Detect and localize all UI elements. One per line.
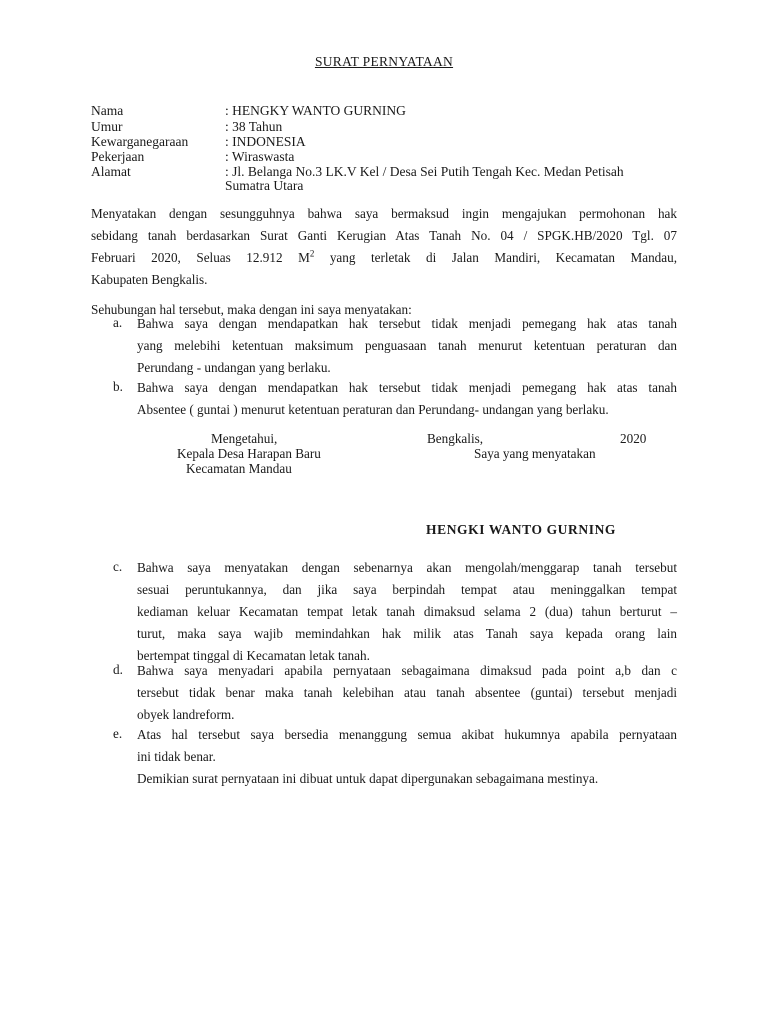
item-line: sesuai peruntukannya, dan jika saya berpindah tempat atau meninggalkan tempat [137, 582, 677, 597]
superscript: 2 [309, 248, 315, 259]
item-line: Perundang - undangan yang berlaku. [137, 360, 331, 375]
signature-year: 2020 [620, 431, 647, 446]
item-letter: a. [113, 315, 123, 330]
item-letter: c. [113, 559, 123, 574]
item-line: tersebut tidak benar maka tanah kelebihan atau tanah absentee (guntai) tersebut menjadi [137, 685, 677, 700]
kepala-desa-label: Kepala Desa Harapan Baru [177, 446, 321, 461]
pekerjaan-value: : Wiraswasta [225, 149, 295, 164]
umur-label: Umur [91, 119, 123, 134]
item-line: kediaman keluar Kecamatan tempat letak tanah dimaksud selama 2 (dua) tahun berturut – [137, 604, 677, 619]
kecamatan-label: Kecamatan Mandau [186, 461, 292, 476]
intro-line: Menyatakan dengan sesungguhnya bahwa saya bermaksud ingin mengajukan permohonan hak [91, 206, 677, 221]
saya-label: Saya yang menyatakan [474, 446, 596, 461]
sehubungan-text: Sehubungan hal tersebut, maka dengan ini saya menyatakan: [91, 302, 412, 317]
item-letter: b. [113, 379, 123, 394]
place-label: Bengkalis, [427, 431, 484, 446]
item-line: Bahwa saya dengan mendapatkan hak tersebut tidak menjadi pemegang hak atas tanah [137, 380, 677, 395]
intro-line: sebidang tanah berdasarkan Surat Ganti Kerugian Atas Tanah No. 04 / SPGK.HB/2020 Tgl. 07 [91, 228, 677, 243]
item-line: Bahwa saya menyatakan dengan sebenarnya akan mengolah/menggarap tanah tersebut [137, 560, 677, 575]
umur-value: : 38 Tahun [225, 119, 283, 134]
intro-line [91, 247, 677, 269]
intro-paragraph [91, 203, 677, 291]
kewarganegaraan-value: : INDONESIA [225, 134, 306, 149]
item-letter: d. [113, 662, 123, 677]
intro-line: Kabupaten Bengkalis. [91, 272, 208, 287]
item-line: Bahwa saya dengan mendapatkan hak tersebut tidak menjadi pemegang hak atas tanah [137, 316, 677, 331]
pekerjaan-label: Pekerjaan [91, 149, 145, 164]
item-line: obyek landreform. [137, 707, 235, 722]
item-line: Atas hal tersebut saya bersedia menanggung semua akibat hukumnya apabila pernyataan [137, 727, 677, 742]
item-a [137, 313, 677, 379]
nama-value: : HENGKY WANTO GURNING [225, 103, 406, 118]
alamat-label: Alamat [91, 164, 131, 179]
item-line: yang melebihi ketentuan maksimum penguasaan tanah menurut ketentuan peraturan dan [137, 338, 677, 353]
nama-label: Nama [91, 103, 124, 118]
document-title: SURAT PERNYATAAN [314, 54, 454, 69]
alamat-value: : Jl. Belanga No.3 LK.V Kel / Desa Sei Putih Tengah Kec. Medan Petisah [225, 164, 624, 179]
item-line: Absentee ( guntai ) menurut ketentuan peraturan dan Perundang- undangan yang berlaku. [137, 402, 609, 417]
kewarganegaraan-label: Kewarganegaraan [91, 134, 189, 149]
item-b [137, 377, 677, 421]
item-line: bertempat tinggal di Kecamatan letak tanah. [137, 648, 370, 663]
item-line: ini tidak benar. [137, 749, 216, 764]
intro-line-part: Februari 2020, Seluas 12.912 M [91, 250, 310, 265]
signatory-name: HENGKI WANTO GURNING [426, 522, 617, 537]
mengetahui-label: Mengetahui, [211, 431, 278, 446]
item-line: Demikian surat pernyataan ini dibuat untuk dapat dipergunakan sebagaimana mestinya. [137, 771, 599, 786]
item-line: turut, maka saya wajib memindahkan hak milik atas Tanah saya kepada orang lain [137, 626, 677, 641]
intro-line-part: yang terletak di Jalan Mandiri, Kecamatan Mandau, [314, 250, 677, 265]
item-c [137, 557, 677, 667]
alamat-value-line2: Sumatra Utara [225, 178, 304, 193]
item-d [137, 660, 677, 726]
item-e [137, 724, 677, 790]
item-letter: e. [113, 726, 123, 741]
item-line: Bahwa saya menyadari apabila pernyataan sebagaimana dimaksud pada point a,b dan c [137, 663, 677, 678]
